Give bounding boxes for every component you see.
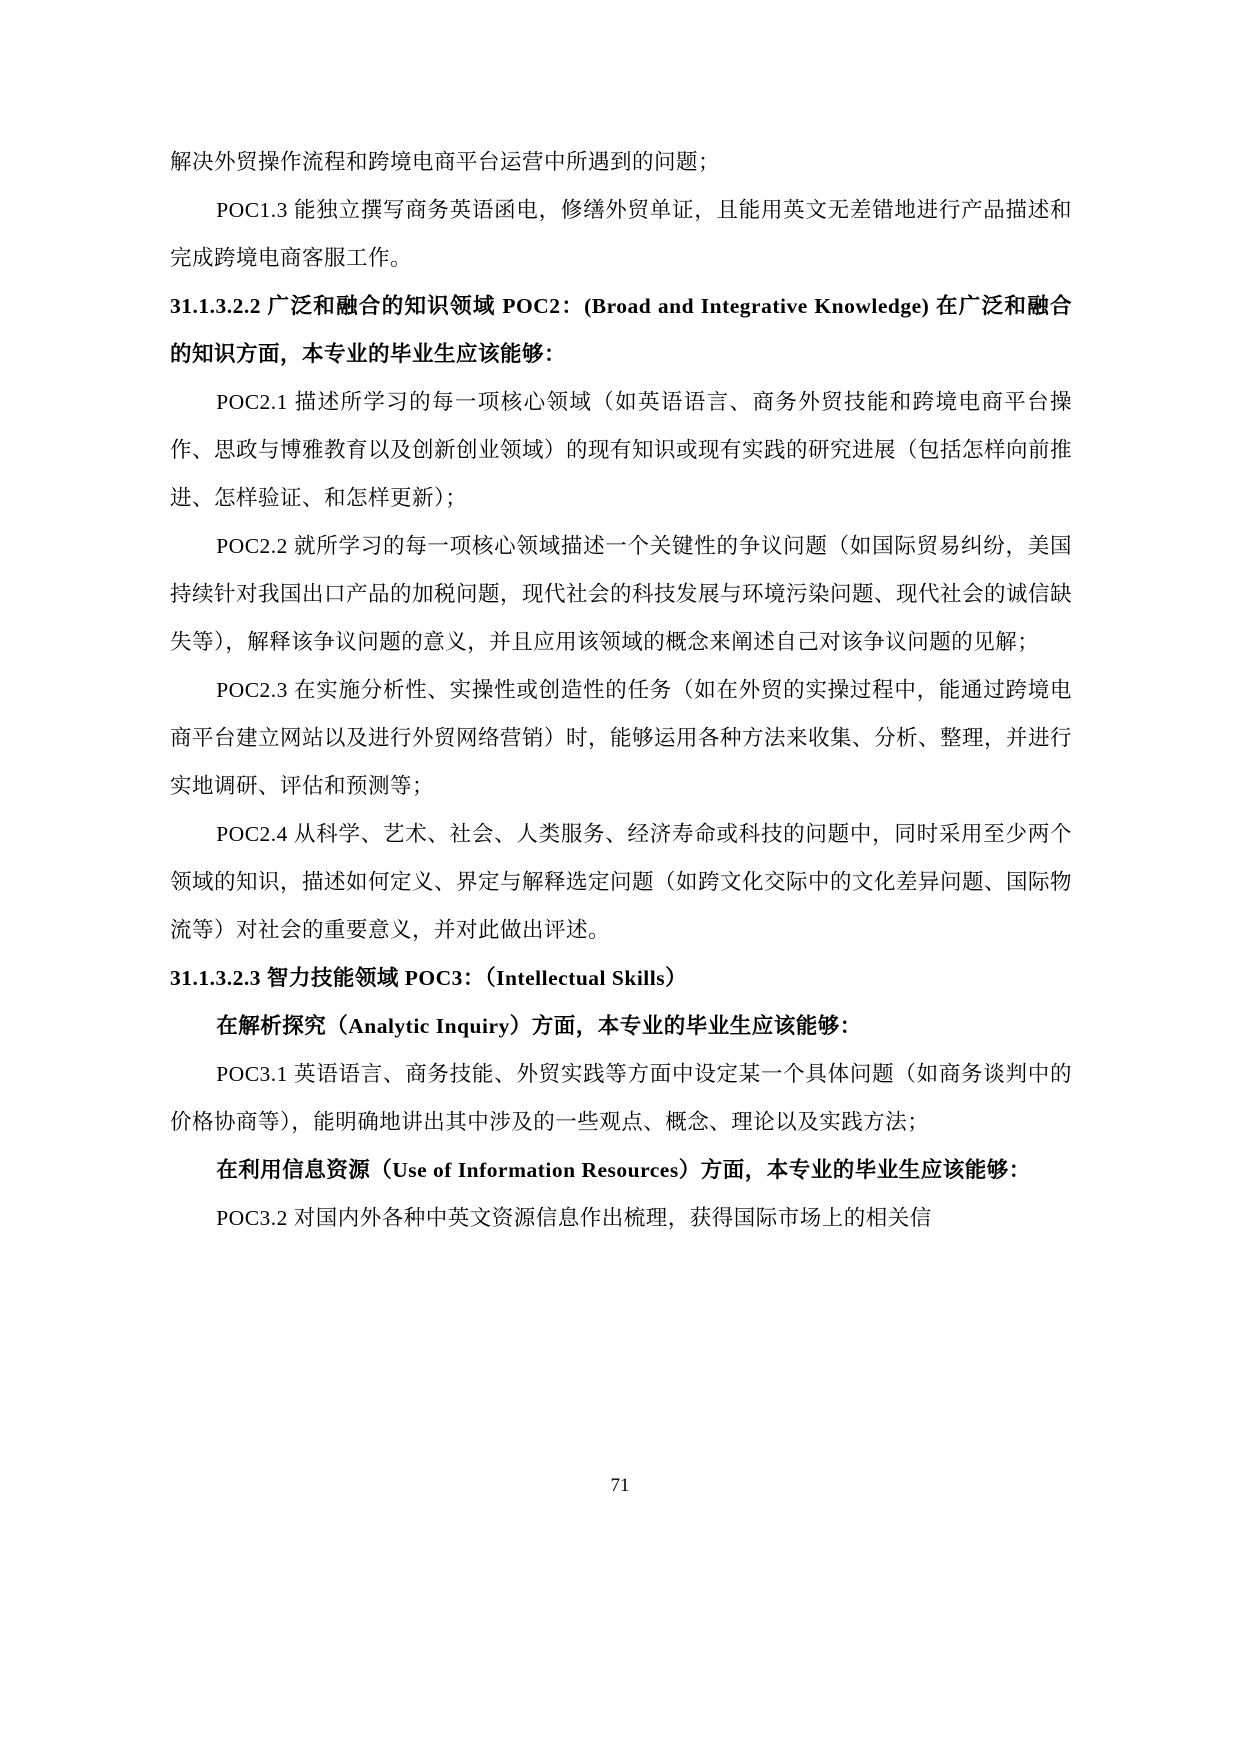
section-heading-31-1-3-2-2: 31.1.3.2.2 广泛和融合的知识领域 POC2：(Broad and Integrative Knowledge) 在广泛和融合的知识方面，本专业的毕业生应该能够：: [170, 294, 1072, 366]
paragraph-poc3-1: POC3.1 英语语言、商务技能、外贸实践等方面中设定某一个具体问题（如商务谈判中的价格协商等），能明确地讲出其中涉及的一些观点、概念、理论以及实践方法；: [170, 1062, 1072, 1134]
paragraph-poc3-2: POC3.2 对国内外各种中英文资源信息作出梳理，获得国际市场上的相关信: [216, 1206, 932, 1230]
page-number: 71: [610, 1475, 630, 1496]
paragraph-poc2-3: POC2.3 在实施分析性、实操性或创造性的任务（如在外贸的实操过程中，能通过跨境电商平台建立网站以及进行外贸网络营销）时，能够运用各种方法来收集、分析、整理，并进行实地调研、评估和预测等；: [170, 678, 1073, 798]
paragraph-poc1-3: POC1.3 能独立撰写商务英语函电，修缮外贸单证，且能用英文无差错地进行产品描述和完成跨境电商客服工作。: [170, 198, 1072, 270]
paragraph-use-of-information-resources-lead: 在利用信息资源（Use of Information Resources）方面，本专业的毕业生应该能够：: [216, 1158, 1031, 1182]
paragraph-continuation-poc1-2: 解决外贸操作流程和跨境电商平台运营中所遇到的问题；: [170, 150, 721, 174]
section-heading-31-1-3-2-3: 31.1.3.2.3 智力技能领域 POC3：（Intellectual Skills）: [170, 966, 688, 990]
paragraph-analytic-inquiry-lead: 在解析探究（Analytic Inquiry）方面，本专业的毕业生应该能够：: [216, 1014, 862, 1038]
document-content: [170, 138, 1072, 1242]
paragraph-poc2-4: POC2.4 从科学、艺术、社会、人类服务、经济寿命或科技的问题中，同时采用至少两个领域的知识，描述如何定义、界定与解释选定问题（如跨文化交际中的文化差异问题、国际物流等）对社会的重要意义，并对此做出评述。: [170, 822, 1073, 942]
paragraph-poc2-2: POC2.2 就所学习的每一项核心领域描述一个关键性的争议问题（如国际贸易纠纷，美国持续针对我国出口产品的加税问题，现代社会的科技发展与环境污染问题、现代社会的诚信缺失等），解释该争议问题的意义，并且应用该领域的概念来阐述自己对该争议问题的见解；: [170, 534, 1073, 654]
paragraph-poc2-1: POC2.1 描述所学习的每一项核心领域（如英语语言、商务外贸技能和跨境电商平台操作、思政与博雅教育以及创新创业领域）的现有知识或现有实践的研究进展（包括怎样向前推进、怎样验证、和怎样更新）；: [170, 390, 1073, 510]
